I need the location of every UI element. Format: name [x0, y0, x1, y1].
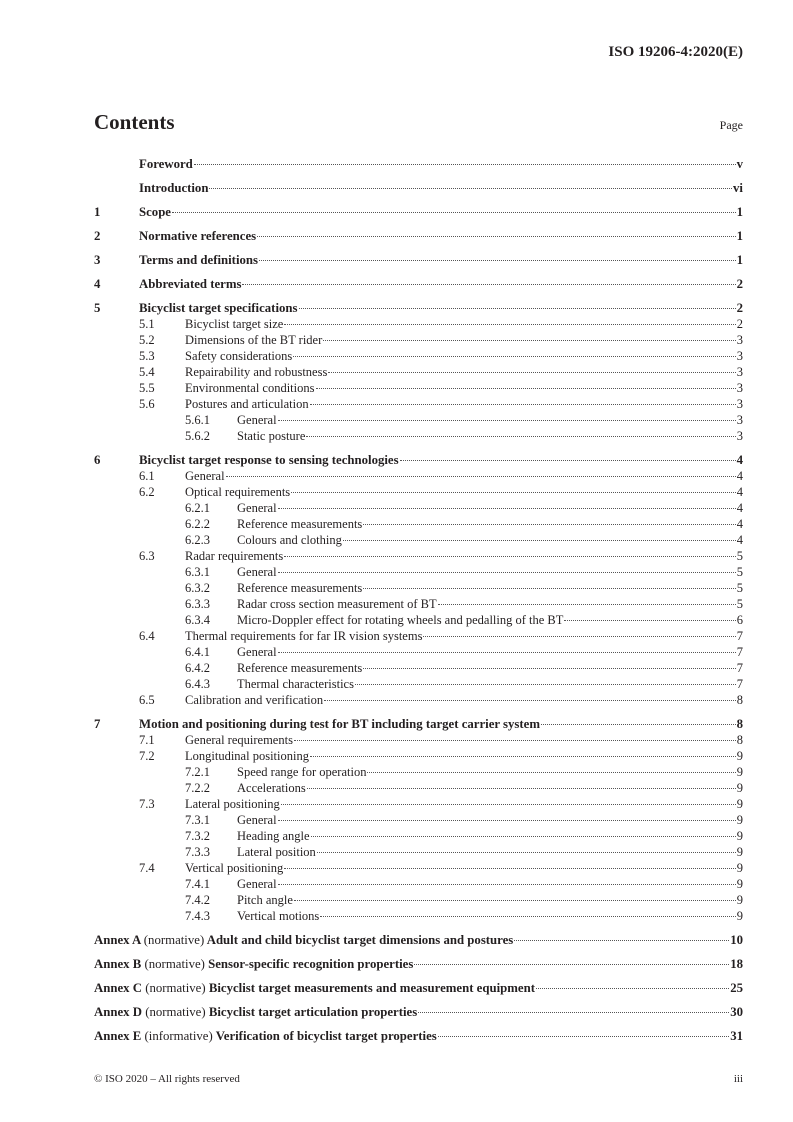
toc-entry-number: 6.4 [139, 629, 155, 643]
toc-entry-number: 6.3.2 [185, 581, 210, 595]
toc-entry[interactable] [94, 532, 743, 548]
toc-entry-page[interactable]: 9 [736, 765, 743, 779]
toc-entry-label[interactable]: Repairability and robustness [185, 365, 328, 379]
toc-entry-page[interactable]: 3 [736, 397, 743, 411]
toc-entry-label[interactable]: General [237, 645, 277, 659]
toc-entry-label[interactable]: General [237, 413, 277, 427]
toc-entry-page[interactable]: 31 [730, 1029, 743, 1043]
dot-leader [536, 988, 729, 989]
dot-leader [259, 260, 736, 261]
toc-entry-page[interactable]: 7 [736, 661, 743, 675]
toc-entry-page[interactable]: 3 [736, 381, 743, 395]
toc-entry-page[interactable]: 4 [736, 501, 743, 515]
toc-entry[interactable] [94, 428, 743, 444]
toc-entry-number: 5.5 [139, 381, 155, 395]
toc-entry[interactable] [94, 548, 743, 564]
toc-entry[interactable] [94, 628, 743, 644]
toc-entry-page[interactable]: 5 [736, 581, 743, 595]
toc-entry-number: 5.3 [139, 349, 155, 363]
toc-entry-page[interactable]: 8 [736, 733, 743, 747]
toc-entry-page[interactable]: v [736, 157, 743, 171]
toc-entry-page[interactable]: 3 [736, 429, 743, 443]
toc-entry-number: 3 [94, 253, 101, 267]
toc-entry[interactable] [94, 892, 743, 908]
toc-entry-label[interactable]: Accelerations [237, 781, 306, 795]
toc-entry-number: 7.2.1 [185, 765, 210, 779]
toc-entry-page[interactable]: 7 [736, 645, 743, 659]
toc-entry-label[interactable]: Reference measurements [237, 517, 363, 531]
dot-leader [324, 700, 736, 701]
toc-entry-label[interactable]: Terms and definitions [139, 253, 258, 267]
annex-id: Annex D [94, 1005, 142, 1019]
toc-entry-page[interactable]: 4 [736, 485, 743, 499]
dot-leader [278, 572, 736, 573]
dot-leader [257, 236, 735, 237]
toc-entry-number: 7.4.3 [185, 909, 210, 923]
annex-type: (normative) [145, 1005, 206, 1019]
toc-entry-page[interactable]: 6 [736, 613, 743, 627]
toc-entry-number: 6.2.2 [185, 517, 210, 531]
toc-entry-number: 4 [94, 277, 101, 291]
toc-entry-label[interactable]: Vertical motions [237, 909, 320, 923]
toc-entry[interactable] [94, 484, 743, 500]
toc-entry-label[interactable]: Bicyclist target size [185, 317, 284, 331]
dot-leader [317, 852, 736, 853]
toc-entry-label[interactable]: Pitch angle [237, 893, 293, 907]
toc-entry-label[interactable]: Thermal characteristics [237, 677, 354, 691]
toc-entry-label[interactable]: Bicyclist target response to sensing technologies [139, 453, 399, 467]
toc-entry-page[interactable]: 9 [736, 845, 743, 859]
toc-entry[interactable] [94, 316, 743, 332]
dot-leader [320, 916, 735, 917]
dot-leader [278, 420, 736, 421]
dot-leader [367, 772, 735, 773]
toc-entry[interactable] [94, 844, 743, 860]
toc-entry-label[interactable]: General [237, 813, 277, 827]
toc-entry-label[interactable]: Longitudinal positioning [185, 749, 309, 763]
toc-entry[interactable] [94, 516, 743, 532]
toc-entry-label[interactable]: Colours and clothing [237, 533, 342, 547]
toc-entry-number: 7.3.1 [185, 813, 210, 827]
toc-entry[interactable] [94, 500, 743, 516]
toc-entry-number: 7.3.3 [185, 845, 210, 859]
annex-label[interactable] [94, 1028, 437, 1044]
toc-entry-label[interactable]: Bicyclist target specifications [139, 301, 298, 315]
toc-entry[interactable] [94, 812, 743, 828]
dot-leader [293, 356, 735, 357]
dot-leader [355, 684, 736, 685]
dot-leader [438, 1036, 729, 1037]
dot-leader [423, 636, 735, 637]
dot-leader [311, 836, 736, 837]
toc-entry-page[interactable]: 18 [730, 957, 743, 971]
toc-entry-label[interactable]: Motion and positioning during test for BT including target carrier system [139, 717, 540, 731]
toc-entry-number: 7.3 [139, 797, 155, 811]
toc-entry-page[interactable]: 9 [736, 797, 743, 811]
dot-leader [316, 388, 736, 389]
toc-entry-number: 6.4.1 [185, 645, 210, 659]
toc-entry-label[interactable]: Radar requirements [185, 549, 284, 563]
toc-entry-number: 7.4.1 [185, 877, 210, 891]
page-column-label: Page [719, 118, 743, 132]
toc-entry-label[interactable]: Scope [139, 205, 171, 219]
toc-entry[interactable] [94, 396, 743, 412]
toc-entry-label[interactable]: Calibration and verification [185, 693, 324, 707]
toc-entry[interactable] [94, 644, 743, 660]
toc-entry-page[interactable]: 8 [736, 693, 743, 707]
toc-entry-page[interactable]: 9 [736, 749, 743, 763]
annex-type: (normative) [145, 981, 206, 995]
toc-entry-page[interactable]: 9 [736, 861, 743, 875]
toc-entry[interactable] [94, 156, 743, 172]
dot-leader [299, 308, 736, 309]
toc-entry[interactable] [94, 732, 743, 748]
toc-entry[interactable] [94, 580, 743, 596]
toc-entry-number: 6.4.2 [185, 661, 210, 675]
dot-leader [564, 620, 735, 621]
page-number: iii [733, 1073, 743, 1085]
toc-entry-page[interactable]: 1 [736, 205, 743, 219]
toc-entry-page[interactable]: 1 [736, 229, 743, 243]
toc-entry-label[interactable]: Radar cross section measurement of BT [237, 597, 437, 611]
dot-leader [278, 508, 736, 509]
toc-entry-page[interactable]: 9 [736, 893, 743, 907]
toc-entry-label[interactable]: Vertical positioning [185, 861, 284, 875]
toc-entry-number: 6.3.1 [185, 565, 210, 579]
toc-entry-number: 6.3.3 [185, 597, 210, 611]
toc-entry-number: 6.5 [139, 693, 155, 707]
annex-label[interactable] [94, 1004, 417, 1020]
toc-entry-page[interactable]: 2 [736, 317, 743, 331]
toc-entry[interactable] [94, 796, 743, 812]
toc-entry-page[interactable]: 3 [736, 333, 743, 347]
toc-entry-label[interactable]: Normative references [139, 229, 257, 243]
toc-entry-page[interactable]: 9 [736, 781, 743, 795]
toc-entry-label[interactable]: Lateral position [237, 845, 316, 859]
toc-entry-page[interactable]: 30 [730, 1005, 743, 1019]
dot-leader [291, 492, 736, 493]
toc-entry[interactable] [94, 252, 743, 268]
toc-entry-label[interactable]: Heading angle [237, 829, 310, 843]
annex-id: Annex B [94, 957, 142, 971]
dot-leader [242, 284, 735, 285]
annex-title: Bicyclist target measurements and measurement equipment [208, 981, 535, 995]
dot-leader [226, 476, 736, 477]
toc-entry-number: 5.6.2 [185, 429, 210, 443]
toc-entry-number: 7.1 [139, 733, 155, 747]
toc-entry-page[interactable]: 5 [736, 597, 743, 611]
toc-entry-page[interactable]: 1 [736, 253, 743, 267]
toc-entry-number: 6 [94, 453, 101, 467]
toc-entry-number: 7 [94, 717, 101, 731]
toc-entry[interactable] [94, 676, 743, 692]
toc-entry[interactable] [94, 276, 743, 292]
dot-leader [310, 404, 736, 405]
toc-entry-label[interactable]: General [237, 565, 277, 579]
toc-entry[interactable] [94, 300, 743, 316]
toc-entry-number: 7.3.2 [185, 829, 210, 843]
dot-leader [418, 1012, 729, 1013]
toc-entry-number: 1 [94, 205, 101, 219]
annex-title: Sensor-specific recognition properties [208, 957, 414, 971]
toc-entry-page[interactable]: 4 [736, 453, 743, 467]
toc-entry[interactable] [94, 228, 743, 244]
toc-entry[interactable] [94, 180, 743, 196]
toc-entry[interactable] [94, 748, 743, 764]
standard-id: ISO 19206-4:2020(E) [608, 44, 743, 60]
toc-entry-page[interactable]: 25 [730, 981, 743, 995]
toc-entry-number: 6.1 [139, 469, 155, 483]
dot-leader [438, 604, 736, 605]
toc-entry-label[interactable]: Introduction [139, 181, 209, 195]
dot-leader [414, 964, 729, 965]
annex-id: Annex E [94, 1029, 142, 1043]
toc-entry-page[interactable]: 4 [736, 469, 743, 483]
toc-entry[interactable] [94, 908, 743, 924]
toc-entry[interactable] [94, 596, 743, 612]
toc-entry-label[interactable]: General [185, 469, 225, 483]
toc-entry-number: 6.2 [139, 485, 155, 499]
toc-entry-label[interactable]: General [237, 877, 277, 891]
annex-label[interactable] [94, 932, 513, 948]
annex-label[interactable] [94, 980, 535, 996]
dot-leader [172, 212, 736, 213]
toc-entry-number: 7.4.2 [185, 893, 210, 907]
toc-entry-page[interactable]: 5 [736, 565, 743, 579]
toc-entry-page[interactable]: 8 [736, 717, 743, 731]
toc-entry[interactable] [94, 660, 743, 676]
toc-entry-number: 6.2.3 [185, 533, 210, 547]
toc-entry-page[interactable]: 9 [736, 813, 743, 827]
toc-entry-label[interactable]: Safety considerations [185, 349, 293, 363]
dot-leader [541, 724, 736, 725]
toc-entry[interactable] [94, 380, 743, 396]
table-of-contents [94, 156, 743, 1044]
toc-entry[interactable] [94, 412, 743, 428]
toc-entry-label[interactable]: Dimensions of the BT rider [185, 333, 323, 347]
toc-annex-entry[interactable] [94, 1028, 743, 1044]
toc-entry-label[interactable]: Optical requirements [185, 485, 291, 499]
toc-entry[interactable] [94, 860, 743, 876]
dot-leader [284, 324, 735, 325]
annex-type: (normative) [143, 933, 205, 947]
annex-type: (normative) [144, 957, 205, 971]
dot-leader [294, 740, 736, 741]
toc-entry-label[interactable]: Foreword [139, 157, 193, 171]
toc-entry-page[interactable]: 9 [736, 829, 743, 843]
dot-leader [307, 788, 736, 789]
toc-entry-number: 6.2.1 [185, 501, 210, 515]
toc-entry[interactable] [94, 452, 743, 468]
toc-entry-number: 2 [94, 229, 101, 243]
dot-leader [363, 588, 735, 589]
dot-leader [209, 188, 732, 189]
toc-entry[interactable] [94, 364, 743, 380]
annex-id: Annex C [94, 981, 142, 995]
toc-entry-page[interactable]: vi [733, 181, 743, 195]
toc-entry-number: 7.2 [139, 749, 155, 763]
dot-leader [310, 756, 736, 757]
toc-entry-page[interactable]: 4 [736, 517, 743, 531]
toc-entry-label[interactable]: Micro-Doppler effect for rotating wheels and pedalling of the BT [237, 613, 564, 627]
toc-entry[interactable] [94, 876, 743, 892]
toc-entry-page[interactable]: 9 [736, 909, 743, 923]
toc-entry-label[interactable]: Lateral positioning [185, 797, 280, 811]
toc-entry[interactable] [94, 564, 743, 580]
toc-annex-entry[interactable] [94, 956, 743, 972]
toc-entry[interactable] [94, 692, 743, 708]
toc-annex-entry[interactable] [94, 980, 743, 996]
dot-leader [323, 340, 736, 341]
dot-leader [194, 164, 736, 165]
toc-entry-page[interactable]: 3 [736, 365, 743, 379]
dot-leader [278, 652, 736, 653]
dot-leader [284, 868, 736, 869]
toc-entry-number: 6.4.3 [185, 677, 210, 691]
dot-leader [306, 436, 735, 437]
annex-id: Annex A [94, 933, 141, 947]
dot-leader [278, 884, 736, 885]
dot-leader [294, 900, 736, 901]
toc-entry[interactable] [94, 468, 743, 484]
toc-entry[interactable] [94, 716, 743, 732]
copyright-notice: © ISO 2020 – All rights reserved [94, 1073, 240, 1085]
dot-leader [514, 940, 729, 941]
dot-leader [281, 804, 736, 805]
dot-leader [278, 820, 736, 821]
toc-entry-number: 5.4 [139, 365, 155, 379]
toc-entry[interactable] [94, 348, 743, 364]
toc-entry-label[interactable]: Environmental conditions [185, 381, 315, 395]
toc-entry-page[interactable]: 5 [736, 549, 743, 563]
toc-entry-number: 5 [94, 301, 101, 315]
toc-entry-page[interactable]: 2 [736, 301, 743, 315]
annex-type: (informative) [144, 1029, 213, 1043]
toc-entry-label[interactable]: General requirements [185, 733, 293, 747]
toc-entry-number: 6.3 [139, 549, 155, 563]
toc-entry-label[interactable]: Thermal requirements for far IR vision systems [185, 629, 423, 643]
dot-leader [400, 460, 736, 461]
toc-annex-entry[interactable] [94, 932, 743, 948]
toc-entry-label[interactable]: Speed range for operation [237, 765, 367, 779]
toc-annex-entry[interactable] [94, 1004, 743, 1020]
page-title: Contents [94, 110, 175, 134]
toc-entry[interactable] [94, 764, 743, 780]
toc-entry[interactable] [94, 332, 743, 348]
toc-entry[interactable] [94, 828, 743, 844]
annex-label[interactable] [94, 956, 413, 972]
toc-entry-number: 5.6 [139, 397, 155, 411]
toc-entry-page[interactable]: 7 [736, 629, 743, 643]
toc-entry-number: 5.1 [139, 317, 155, 331]
toc-entry-number: 5.2 [139, 333, 155, 347]
toc-entry-page[interactable]: 4 [736, 533, 743, 547]
toc-entry-page[interactable]: 3 [736, 349, 743, 363]
toc-entry-label[interactable]: Abbreviated terms [139, 277, 242, 291]
toc-entry[interactable] [94, 780, 743, 796]
toc-entry-label[interactable]: Reference measurements [237, 661, 363, 675]
toc-entry-page[interactable]: 9 [736, 877, 743, 891]
annex-title: Verification of bicyclist target properties [215, 1029, 437, 1043]
toc-entry-number: 6.3.4 [185, 613, 210, 627]
toc-entry-page[interactable]: 2 [736, 277, 743, 291]
dot-leader [343, 540, 736, 541]
toc-entry[interactable] [94, 612, 743, 628]
toc-entry-label[interactable]: Reference measurements [237, 581, 363, 595]
toc-entry-label[interactable]: General [237, 501, 277, 515]
dot-leader [363, 668, 735, 669]
toc-entry-number: 7.4 [139, 861, 155, 875]
toc-entry[interactable] [94, 204, 743, 220]
toc-entry-label[interactable]: Postures and articulation [185, 397, 309, 411]
dot-leader [328, 372, 735, 373]
toc-entry-page[interactable]: 7 [736, 677, 743, 691]
toc-entry-label[interactable]: Static posture [237, 429, 306, 443]
toc-entry-number: 7.2.2 [185, 781, 210, 795]
toc-entry-page[interactable]: 3 [736, 413, 743, 427]
annex-title: Bicyclist target articulation properties [208, 1005, 418, 1019]
toc-entry-page[interactable]: 10 [730, 933, 743, 947]
dot-leader [363, 524, 735, 525]
toc-entry-number: 5.6.1 [185, 413, 210, 427]
annex-title: Adult and child bicyclist target dimensions and postures [206, 933, 514, 947]
dot-leader [284, 556, 736, 557]
